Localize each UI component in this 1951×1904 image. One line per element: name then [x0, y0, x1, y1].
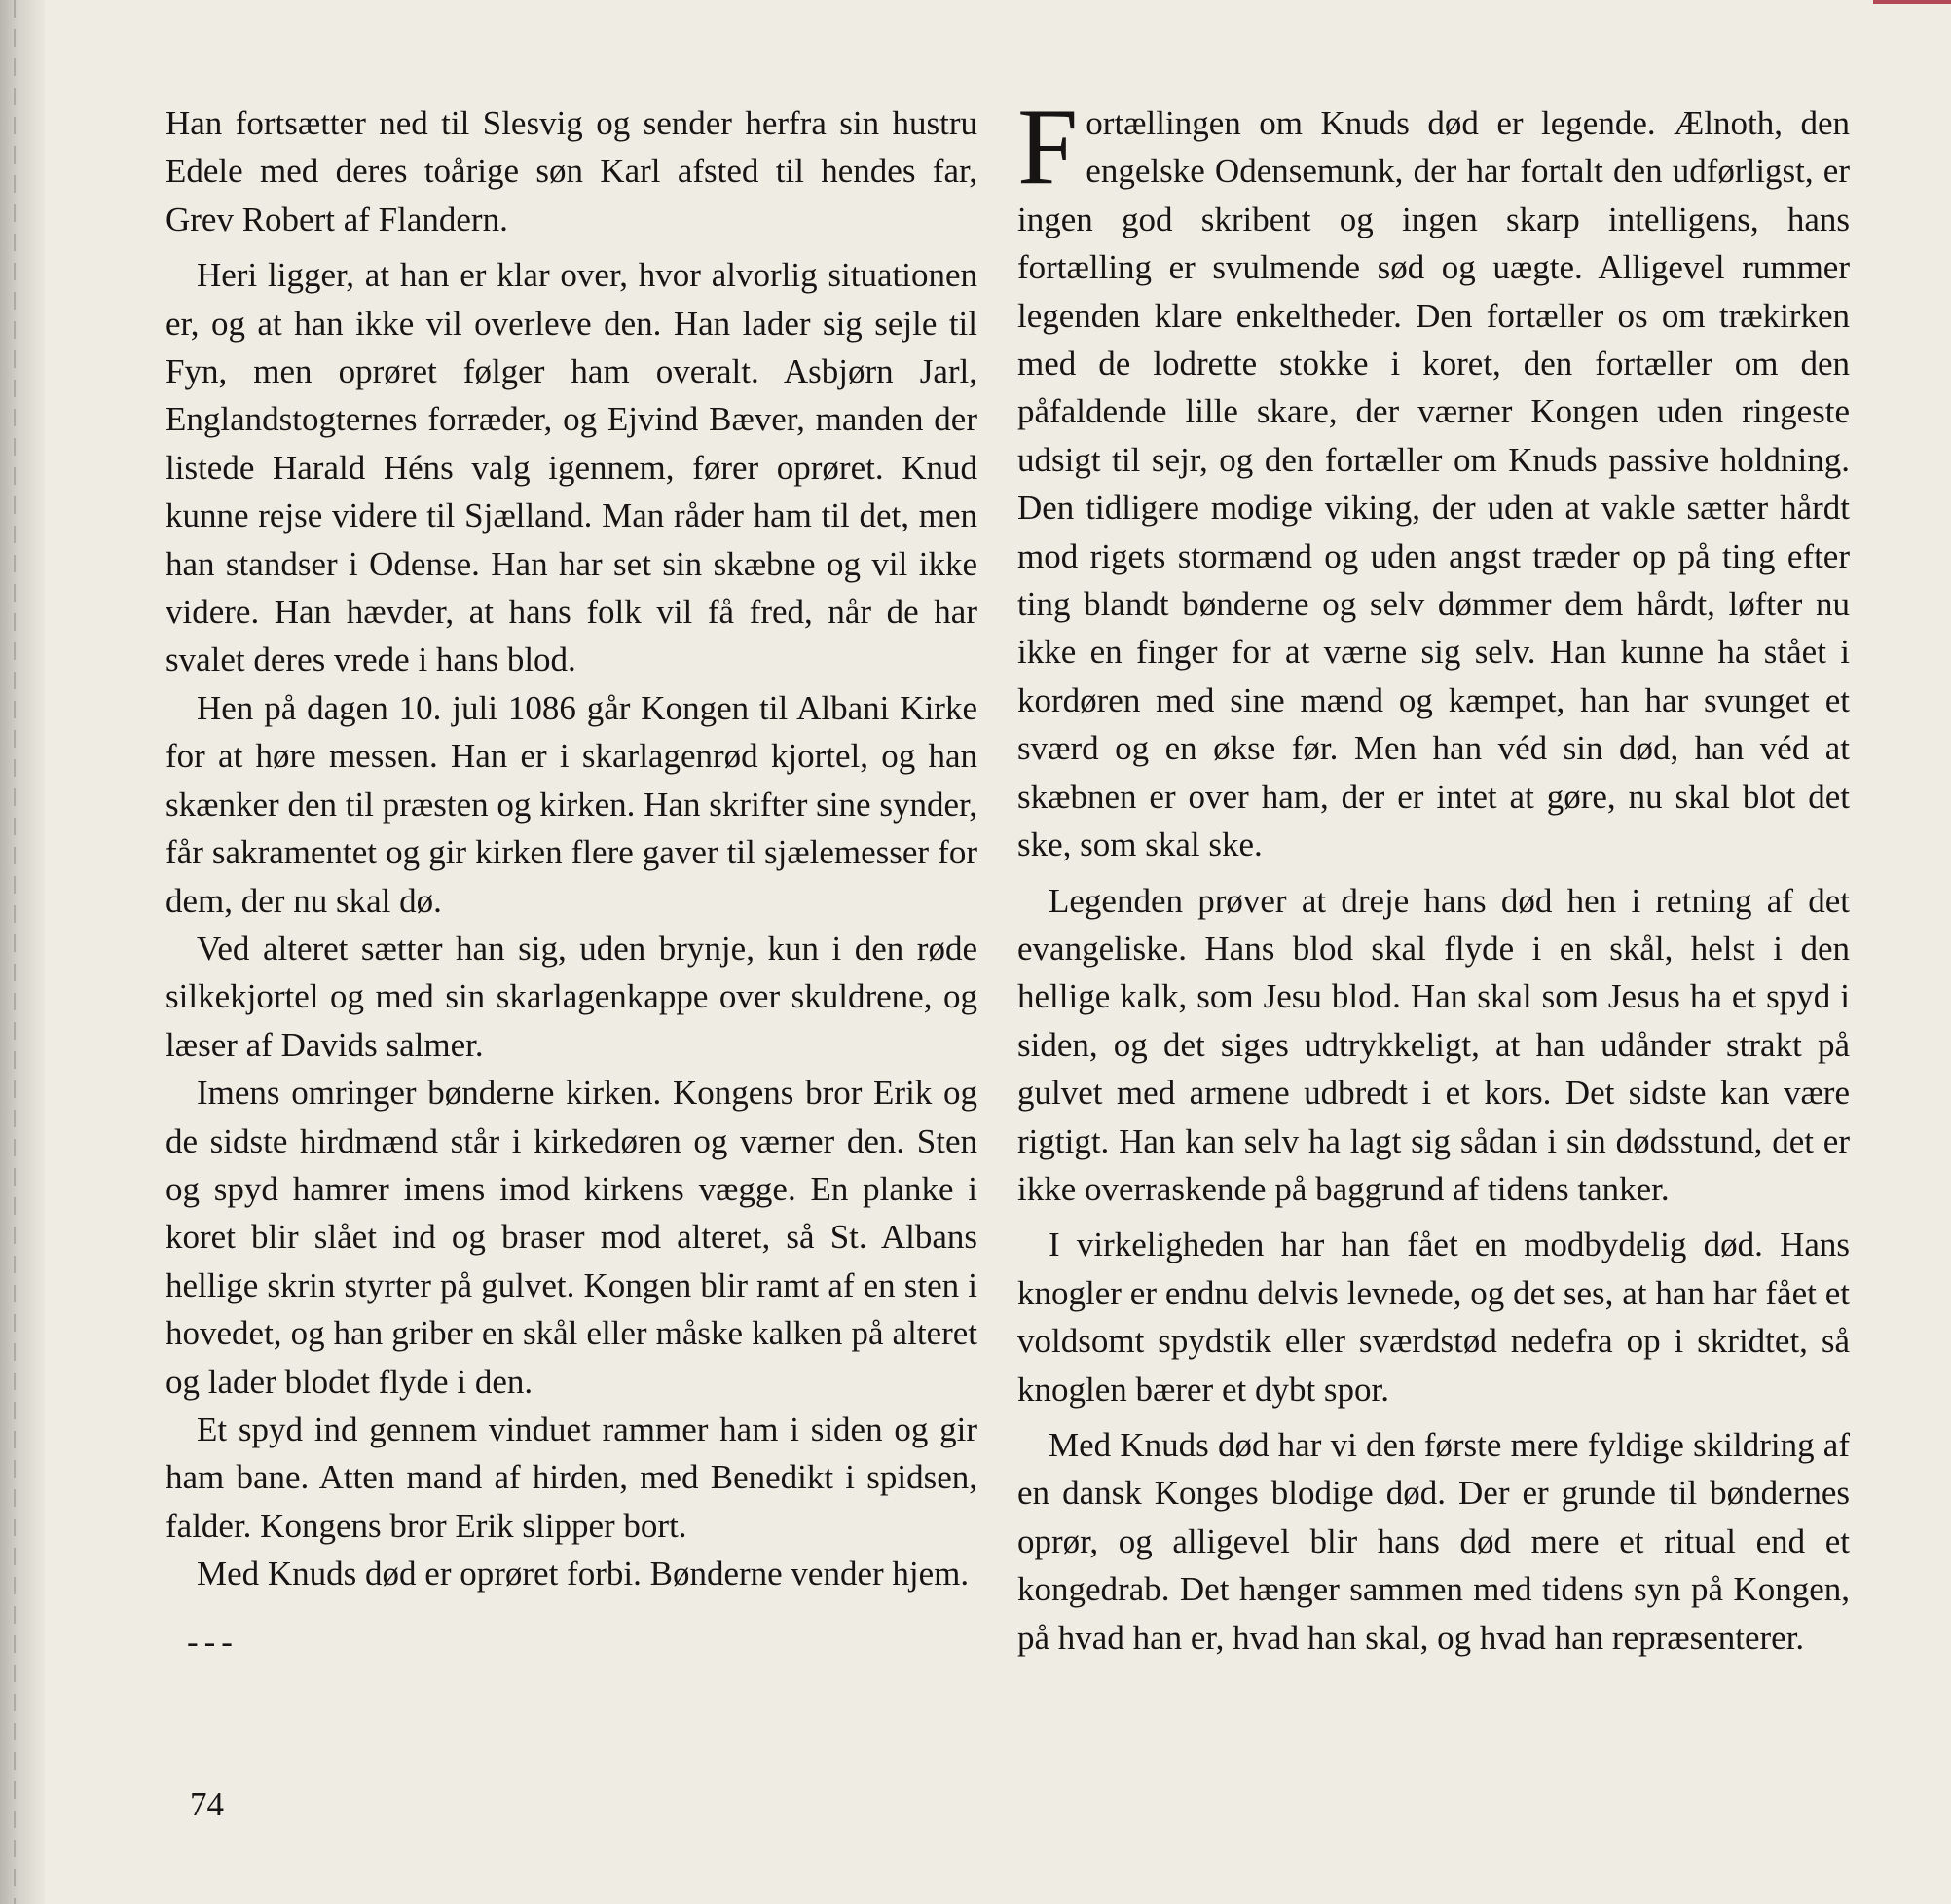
paragraph-text: ortællingen om Knuds død er legende. Ælnoth, den engelske Odensemunk, der har fortalt den udførligst, er ingen god skribent og ingen skarp intelligens, hans fortælling er svulmende sød og uægte. Alligevel rummer legenden klare enkeltheder. Den fortæller os om trækirken med de lodrette stokke i koret, den fortæller om den påfaldende lille skare, der værner Kongen uden ringeste udsigt til sejr, og den fortæller om Knuds passive holdning. Den tidligere modige viking, der uden at vakle sætter hårdt mod rigets stormænd og uden angst træder op på ting efter ting blandt bønderne og selv dømmer dem hårdt, løfter nu ikke en finger for at værne sig selv. Han kunne ha stået i kordøren med sine mænd og kæmpet, han har svunget et sværd og en økse før. Men han véd sin død, han véd at skæbnen er over ham, der er intet at gøre, nu skal blot det ske, som skal ske.: [1017, 104, 1850, 864]
section-separator: ---: [187, 1622, 239, 1661]
left-column: [166, 99, 977, 1666]
book-gutter: [0, 0, 45, 1904]
paragraph: [1017, 87, 1850, 869]
page-number: 74: [190, 1785, 224, 1823]
right-column: [1017, 87, 1850, 1662]
paragraph: Imens omringer bønderne kirken. Kongens bror Erik og de sidste hirdmænd står i kirkedøren og værner den. Sten og spyd hamrer imens imod kirkens vægge. En planke i koret blir slået ind og braser mod alteret, så St. Albans hellige skrin styrter på gulvet. Kongen blir ramt af en sten i hovedet, og han griber en skål eller måske kalken på alteret og lader blodet flyde i den.: [166, 1074, 977, 1401]
corner-mark: [1873, 0, 1951, 4]
paragraph: Heri ligger, at han er klar over, hvor alvorlig situationen er, og at han ikke vil overleve den. Han lader sig sejle til Fyn, men oprøret følger ham overalt. Asbjørn Jarl, Englandstogternes forræder, og Ejvind Bæver, manden der listede Harald Héns valg igennem, fører oprøret. Knud kunne rejse videre til Sjælland. Man råder ham til det, men han standser i Odense. Han har set sin skæbne og vil ikke videre. Han hævder, at hans folk vil få fred, når de har svalet deres vrede i hans blod.: [166, 256, 977, 679]
paragraph: Hen på dagen 10. juli 1086 går Kongen til Albani Kirke for at høre messen. Han er i skarlagenrød kjortel, og han skænker den til præsten og kirken. Han skrifter sine synder, får sakramentet og gir kirken flere gaver til sjælemesser for dem, der nu skal dø.: [166, 688, 977, 920]
paragraph: Med Knuds død har vi den første mere fyldige skildring af en dansk Konges blodige død. Der er grunde til bøndernes oprør, og alligevel blir hans død mere et ritual end et kongedrab. Det hænger sammen med tidens syn på Kongen, på hvad han er, hvad han skal, og hvad han repræsenterer.: [1017, 1425, 1850, 1657]
paragraph: Ved alteret sætter han sig, uden brynje, kun i den røde silkekjortel og med sin skarlagenkappe over skuldrene, og læser af Davids salmer.: [166, 929, 977, 1064]
paragraph: I virkeligheden har han fået en modbydelig død. Hans knogler er endnu delvis levnede, og det ses, at han har fået et voldsomt spydstik eller sværdstød nedefra op i skridtet, så knoglen bærer et dybt spor.: [1017, 1226, 1850, 1409]
paragraph: Legenden prøver at dreje hans død hen i retning af det evangeliske. Hans blod skal flyde i en skål, helst i den hellige kalk, som Jesu blod. Han skal som Jesus ha et spyd i siden, og det siges udtrykkeligt, at han udånder strakt på gulvet med armene udbredt i et kors. Det sidste kan være rigtigt. Han kan selv ha lagt sig sådan i sin dødsstund, det er ikke overraskende på baggrund af tidens tanker.: [1017, 881, 1850, 1208]
paragraph: Et spyd ind gennem vinduet rammer ham i siden og gir ham bane. Atten mand af hirden, med Benedikt i spidsen, falder. Kongens bror Erik slipper bort.: [166, 1410, 977, 1545]
paragraph: Han fortsætter ned til Slesvig og sender herfra sin hustru Edele med deres toårige søn Karl afsted til hendes far, Grev Robert af Flandern.: [166, 104, 977, 238]
paragraph: Med Knuds død er oprøret forbi. Bønderne vender hjem.: [197, 1555, 970, 1593]
drop-cap: F: [1017, 87, 1079, 207]
